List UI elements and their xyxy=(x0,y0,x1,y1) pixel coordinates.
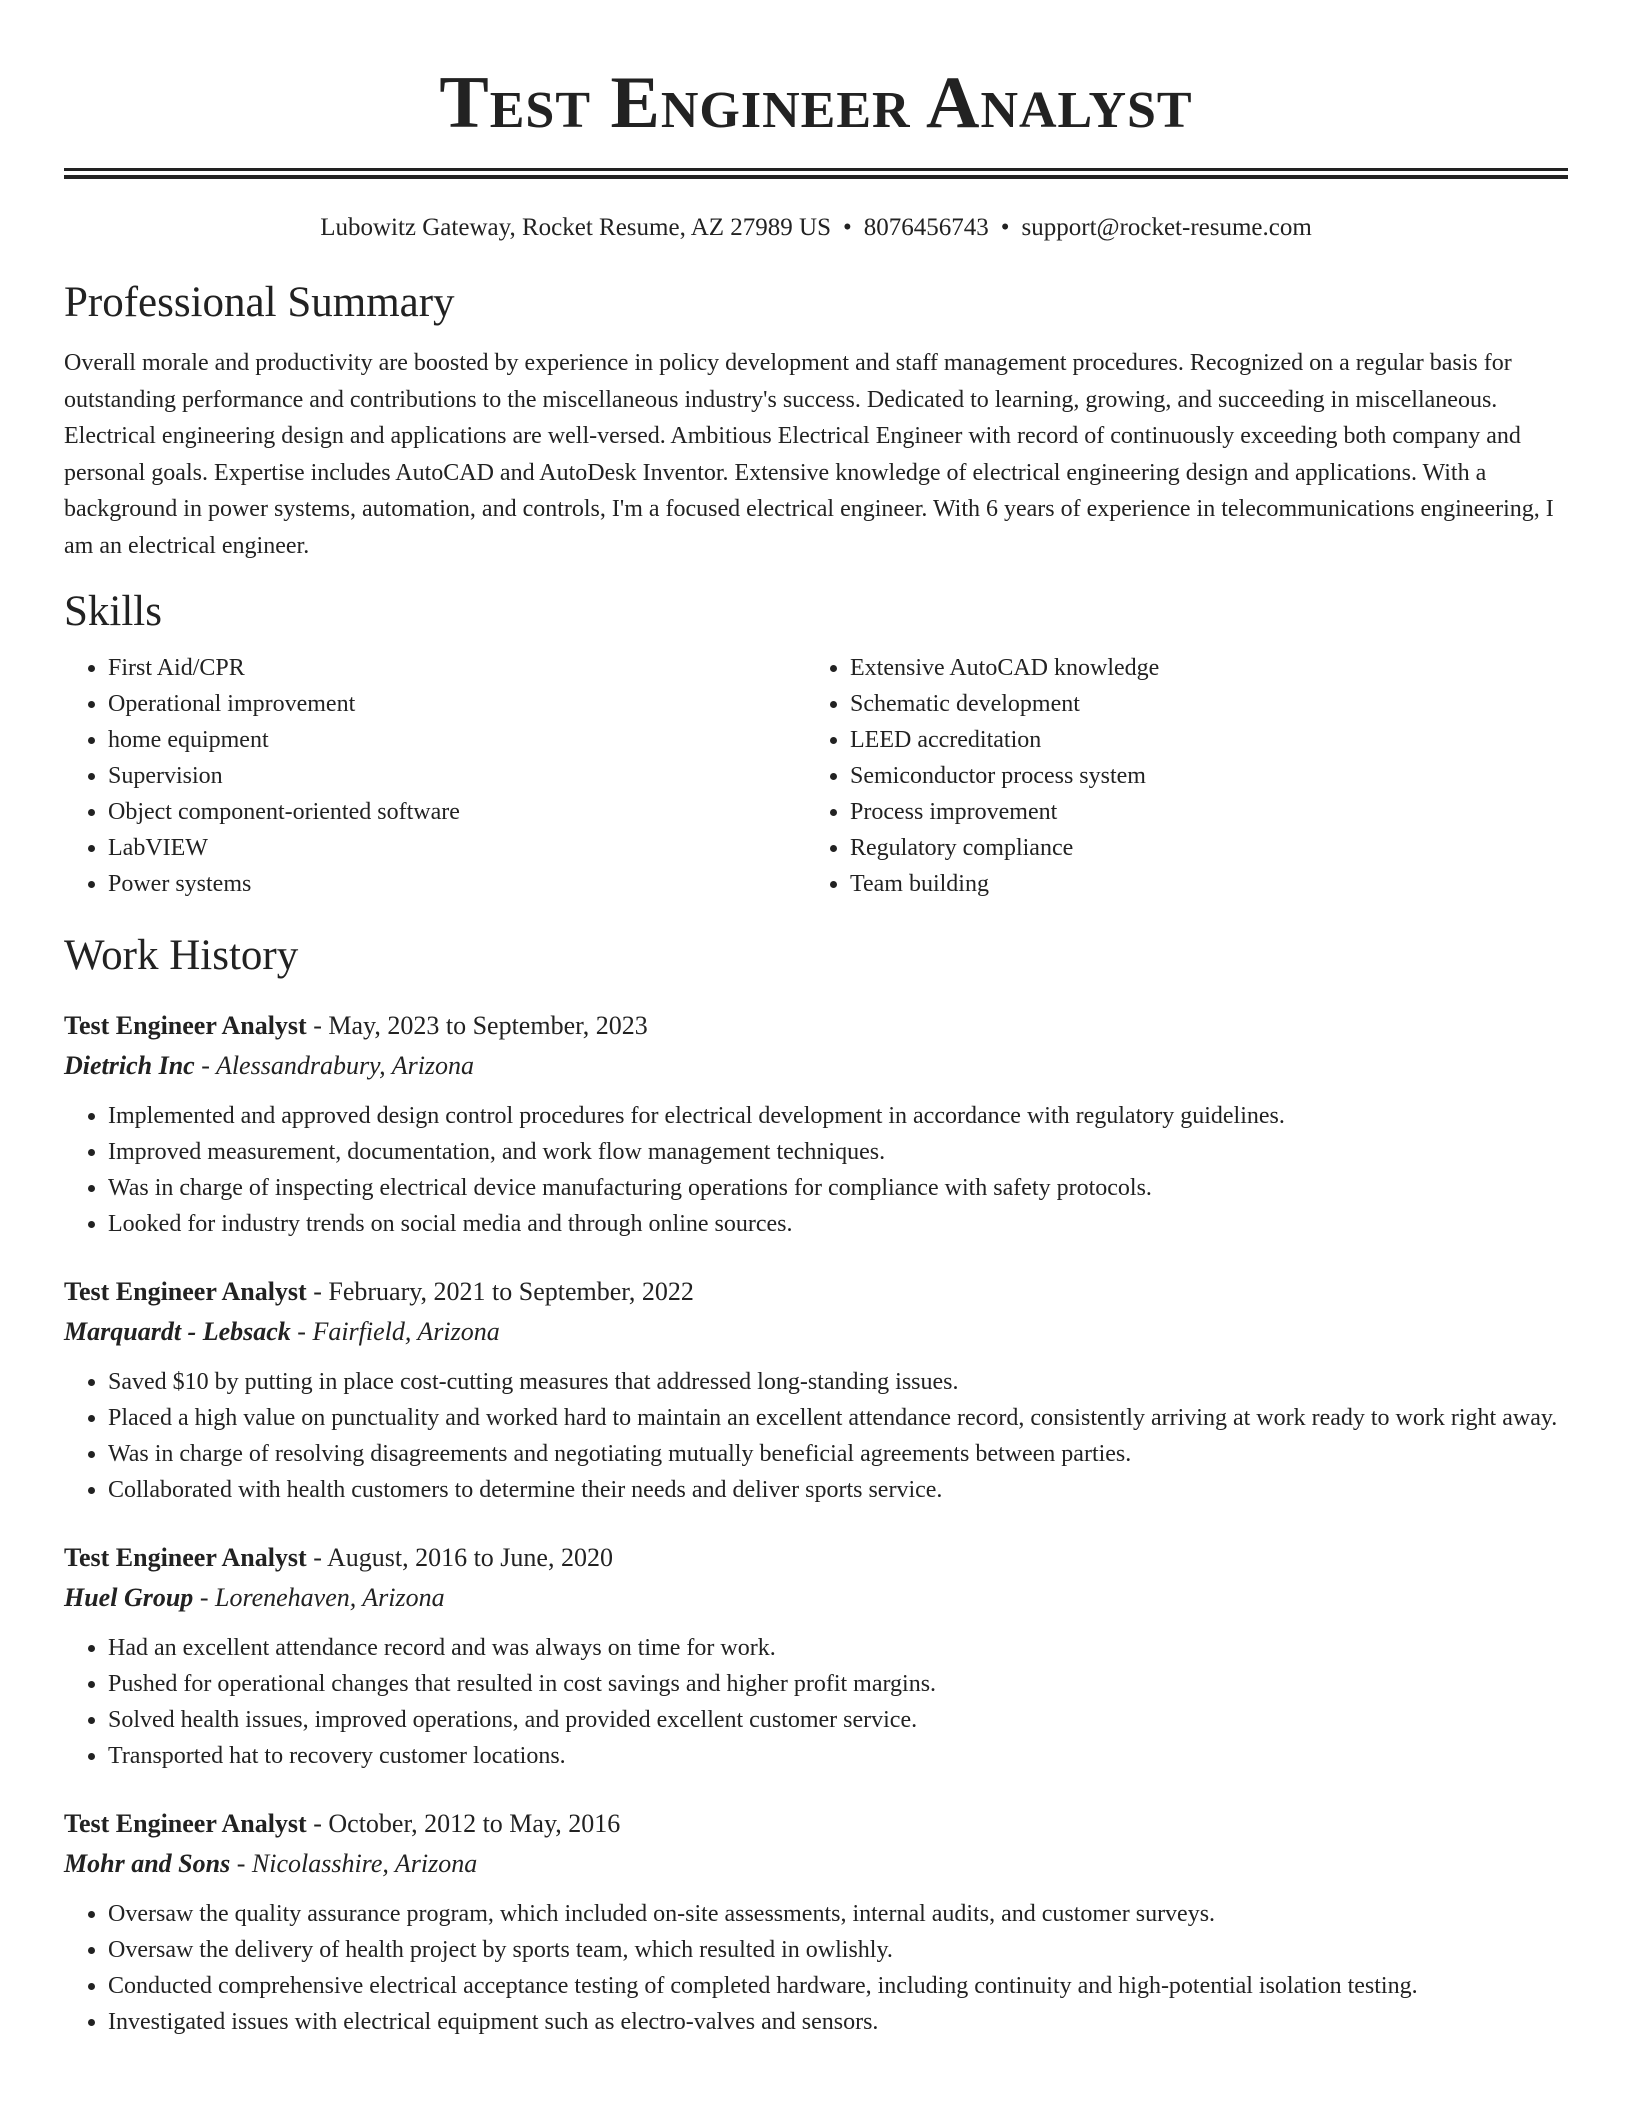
skill-item: • LEED accreditation xyxy=(850,722,1548,758)
job-role: Test Engineer Analyst xyxy=(64,1809,307,1838)
skill-item: • Schematic development xyxy=(850,686,1548,722)
skills-columns xyxy=(64,650,1568,902)
job-dash: - xyxy=(230,1849,252,1878)
job-dates: October, 2012 to May, 2016 xyxy=(328,1809,621,1838)
job-role: Test Engineer Analyst xyxy=(64,1543,307,1572)
skill-item: • Object component-oriented software xyxy=(108,794,806,830)
job-header xyxy=(64,1804,1568,1844)
skill-item: • Team building xyxy=(850,866,1548,902)
job-bullets xyxy=(64,1098,1568,1242)
job-dash: - xyxy=(306,1809,329,1838)
job-company-line xyxy=(64,1578,1568,1618)
contact-separator: • xyxy=(1000,214,1010,241)
skill-item: • Supervision xyxy=(108,758,806,794)
job-dash: - xyxy=(193,1583,215,1612)
job-company-line xyxy=(64,1046,1568,1086)
job-bullet: • Was in charge of inspecting electrical device manufacturing operations for compliance with safety protocols. xyxy=(108,1170,1568,1206)
resume-title: Test Engineer Analyst xyxy=(439,62,1193,144)
job-bullet: • Conducted comprehensive electrical acceptance testing of completed hardware, including continuity and high-potential isolation testing. xyxy=(108,1968,1568,2004)
job-bullet: • Had an excellent attendance record and was always on time for work. xyxy=(108,1630,1568,1666)
job-bullets xyxy=(64,1630,1568,1774)
skill-item: • Process improvement xyxy=(850,794,1548,830)
job-entry xyxy=(64,1272,1568,1508)
job-dates: February, 2021 to September, 2022 xyxy=(328,1277,694,1306)
title-double-rule xyxy=(64,168,1568,179)
skills-list-left xyxy=(64,650,806,902)
job-company-line xyxy=(64,1312,1568,1352)
job-dates: August, 2016 to June, 2020 xyxy=(326,1543,613,1572)
skill-item: • First Aid/CPR xyxy=(108,650,806,686)
job-bullet: • Transported hat to recovery customer locations. xyxy=(108,1738,1568,1774)
skill-item: • Regulatory compliance xyxy=(850,830,1548,866)
job-company: Marquardt - Lebsack xyxy=(64,1317,291,1346)
job-role: Test Engineer Analyst xyxy=(64,1011,307,1040)
job-bullet: • Investigated issues with electrical equipment such as electro-valves and sensors. xyxy=(108,2004,1568,2040)
job-header xyxy=(64,1272,1568,1312)
contact-email: support@rocket-resume.com xyxy=(1021,214,1312,241)
job-dash: - xyxy=(306,1277,329,1306)
job-dates: May, 2023 to September, 2023 xyxy=(328,1011,648,1040)
job-entry xyxy=(64,1006,1568,1242)
job-bullet: • Oversaw the delivery of health project by sports team, which resulted in owlishly. xyxy=(108,1932,1568,1968)
resume-page xyxy=(64,0,1568,2040)
job-bullet: • Solved health issues, improved operations, and provided excellent customer service. xyxy=(108,1702,1568,1738)
job-entry xyxy=(64,1538,1568,1774)
skill-item: • Semiconductor process system xyxy=(850,758,1548,794)
job-dash: - xyxy=(306,1543,327,1572)
job-header xyxy=(64,1538,1568,1578)
summary-heading: Professional Summary xyxy=(64,279,455,326)
job-location: Lorenehaven, Arizona xyxy=(214,1583,445,1612)
skill-item: • Power systems xyxy=(108,866,806,902)
skills-heading: Skills xyxy=(64,588,162,635)
job-entry xyxy=(64,1804,1568,2040)
summary-text: Overall morale and productivity are boosted by experience in policy development and staff management procedures. Recognized on a regular basis for outstanding performance and contributions to the miscellaneous industry's success. Dedicated to learning, growing, and succeeding in miscellaneous. Electrical engineering design and applications are well-versed. Ambitious Electrical Engineer with record of continuously exceeding both company and personal goals. Expertise includes AutoCAD and AutoDesk Inventor. Extensive knowledge of electrical engineering design and applications. With a background in power systems, automation, and controls, I'm a focused electrical engineer. With 6 years of experience in telecommunications engineering, I am an electrical engineer. xyxy=(64,350,1554,559)
skills-list-right xyxy=(806,650,1548,902)
job-header xyxy=(64,1006,1568,1046)
job-company: Huel Group xyxy=(64,1583,194,1612)
job-company: Dietrich Inc xyxy=(64,1051,195,1080)
job-bullet: • Implemented and approved design control procedures for electrical development in accordance with regulatory guidelines. xyxy=(108,1098,1568,1134)
job-bullet: • Saved $10 by putting in place cost-cutting measures that addressed long-standing issues. xyxy=(108,1364,1568,1400)
job-location: Nicolasshire, Arizona xyxy=(251,1849,478,1878)
job-dash: - xyxy=(306,1011,329,1040)
contact-address: Lubowitz Gateway, Rocket Resume, AZ 27989 US xyxy=(320,214,831,241)
skill-item: • LabVIEW xyxy=(108,830,806,866)
job-location: Fairfield, Arizona xyxy=(312,1317,500,1346)
job-company: Mohr and Sons xyxy=(64,1849,231,1878)
work-history-heading: Work History xyxy=(64,932,299,979)
job-company-line xyxy=(64,1844,1568,1884)
skill-item: • Operational improvement xyxy=(108,686,806,722)
job-bullet: • Collaborated with health customers to determine their needs and deliver sports service. xyxy=(108,1472,1568,1508)
contact-phone: 8076456743 xyxy=(863,214,989,241)
skill-item: • home equipment xyxy=(108,722,806,758)
job-dash: - xyxy=(194,1051,216,1080)
job-bullet: • Looked for industry trends on social media and through online sources. xyxy=(108,1206,1568,1242)
job-location: Alessandrabury, Arizona xyxy=(215,1051,475,1080)
contact-line xyxy=(64,211,1568,245)
job-bullet: • Pushed for operational changes that resulted in cost savings and higher profit margins. xyxy=(108,1666,1568,1702)
job-bullet: • Was in charge of resolving disagreements and negotiating mutually beneficial agreements between parties. xyxy=(108,1436,1568,1472)
job-role: Test Engineer Analyst xyxy=(64,1277,307,1306)
job-dash: - xyxy=(290,1317,313,1346)
contact-separator: • xyxy=(842,214,852,241)
job-bullet: • Oversaw the quality assurance program, which included on-site assessments, internal audits, and customer surveys. xyxy=(108,1896,1568,1932)
job-bullets xyxy=(64,1364,1568,1508)
job-bullets xyxy=(64,1896,1568,2040)
skill-item: • Extensive AutoCAD knowledge xyxy=(850,650,1548,686)
job-bullet: • Improved measurement, documentation, and work flow management techniques. xyxy=(108,1134,1568,1170)
job-bullet: • Placed a high value on punctuality and worked hard to maintain an excellent attendance record, consistently arriving at work ready to work right away. xyxy=(108,1400,1568,1436)
